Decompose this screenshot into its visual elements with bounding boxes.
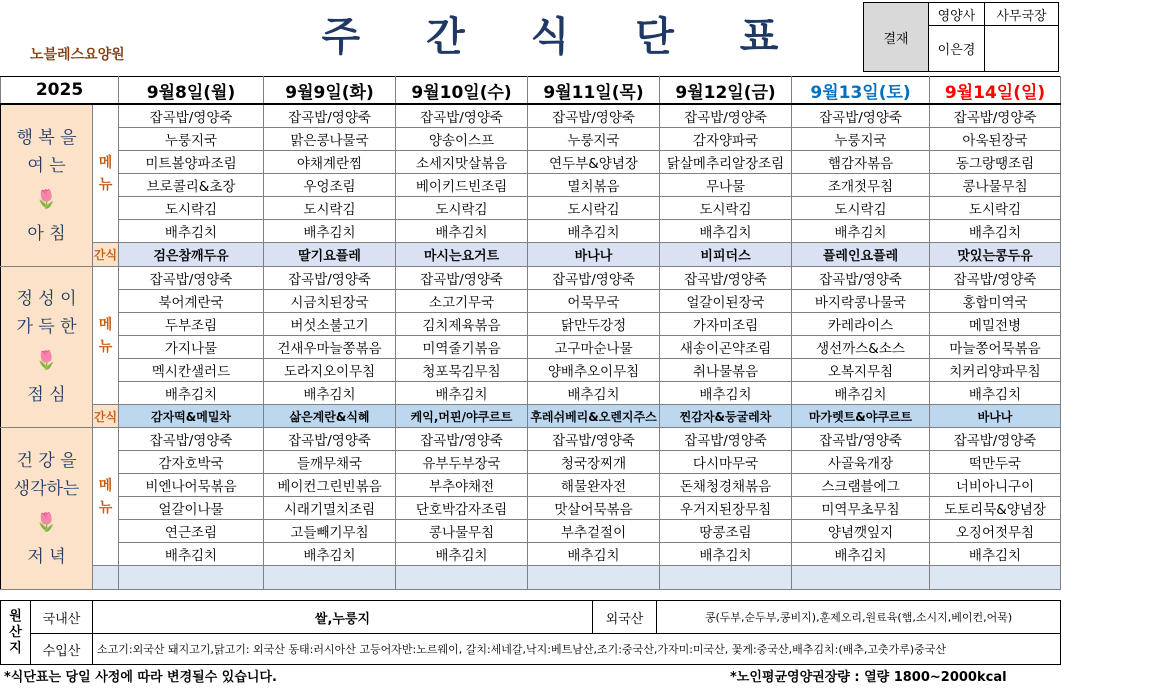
snack-item: 비피더스 <box>660 243 792 267</box>
menu-item: 얼갈이나물 <box>119 497 264 520</box>
menu-item: 양념깻잎지 <box>792 520 930 543</box>
menu-label: 메 뉴 <box>93 104 119 243</box>
meal-label-dinner <box>1 428 93 590</box>
menu-item: 배추김치 <box>660 382 792 405</box>
menu-item: 잡곡밥/영양죽 <box>660 428 792 451</box>
dinner-section <box>1 428 1061 590</box>
menu-item: 잡곡밥/영양죽 <box>528 104 660 128</box>
menu-item: 도시락김 <box>792 197 930 220</box>
menu-item: 멸치볶음 <box>528 174 660 197</box>
menu-item: 야채계란찜 <box>264 151 396 174</box>
snack-row <box>1 405 1061 428</box>
menu-item: 감자양파국 <box>660 128 792 151</box>
blank-cell <box>660 566 792 590</box>
menu-item: 고들빼기무침 <box>264 520 396 543</box>
menu-item: 우엉조림 <box>264 174 396 197</box>
blank-cell <box>930 566 1061 590</box>
tulip-icon: 🌷 <box>35 188 58 210</box>
menu-row <box>1 520 1061 543</box>
menu-item: 바지락콩나물국 <box>792 290 930 313</box>
nutrition-note: *노인평균영양권장량 : 열량 1800~2000kcal <box>730 670 1007 685</box>
approval-label: 결재 <box>864 3 929 72</box>
meal-name: 점 심 <box>27 385 66 405</box>
domestic-value: 쌀,누룽지 <box>93 601 593 634</box>
menu-item: 배추김치 <box>396 543 528 566</box>
menu-item: 양배추오이무침 <box>528 359 660 382</box>
menu-item: 잡곡밥/영양죽 <box>119 267 264 290</box>
snack-item: 맛있는콩두유 <box>930 243 1061 267</box>
meal-label-lunch <box>1 267 93 428</box>
menu-item: 시래기멸치조림 <box>264 497 396 520</box>
foreign-label: 외국산 <box>593 601 657 634</box>
menu-item: 김치제육볶음 <box>396 313 528 336</box>
menu-item: 떡만두국 <box>930 451 1061 474</box>
meal-slogan-line1: 행 복 을 <box>16 127 77 148</box>
menu-item: 잡곡밥/영양죽 <box>119 428 264 451</box>
menu-item: 가자미조림 <box>660 313 792 336</box>
menu-item: 생선까스&소스 <box>792 336 930 359</box>
facility-name: 노블레스요양원 <box>30 47 125 63</box>
menu-item: 무나물 <box>660 174 792 197</box>
snack-label: 간식 <box>93 243 119 267</box>
menu-item: 유부두부장국 <box>396 451 528 474</box>
menu-item: 부추겉절이 <box>528 520 660 543</box>
menu-item: 미역무초무침 <box>792 497 930 520</box>
menu-row <box>1 543 1061 566</box>
snack-item: 검은참깨두유 <box>119 243 264 267</box>
menu-item: 햄감자볶음 <box>792 151 930 174</box>
snack-item: 후레쉬베리&오렌지주스 <box>528 405 660 428</box>
menu-item: 잡곡밥/영양죽 <box>660 267 792 290</box>
menu-item: 맛살어묵볶음 <box>528 497 660 520</box>
tulip-icon: 🌷 <box>35 511 58 533</box>
menu-item: 홍합미역국 <box>930 290 1061 313</box>
meal-slogan-line2: 생각하는 <box>13 478 80 499</box>
menu-label: 메 뉴 <box>93 267 119 405</box>
menu-item: 닭만두강정 <box>528 313 660 336</box>
menu-item: 도시락김 <box>930 197 1061 220</box>
menu-item: 배추김치 <box>792 382 930 405</box>
day-header-sunday: 9월14일(일) <box>930 77 1061 105</box>
tulip-icon: 🌷 <box>35 350 58 371</box>
import-value: 소고기:외국산 돼지고기,닭고기: 외국산 동태:러시아산 고등어자반:노르웨이, 갈치:세네갈,낙지:베트남산,조기:중국산,가자미:미국산, 꽃게:중국산,배추김치:(배추,고춧가루)중국산 <box>93 634 1061 665</box>
blank-cell <box>264 566 396 590</box>
menu-item: 도시락김 <box>528 197 660 220</box>
menu-item: 잡곡밥/영양죽 <box>264 267 396 290</box>
snack-label: 간식 <box>93 405 119 428</box>
menu-item: 미트볼양파조림 <box>119 151 264 174</box>
meal-slogan-line2: 가 득 한 <box>16 317 77 337</box>
snack-row <box>1 243 1061 267</box>
menu-item: 잡곡밥/영양죽 <box>396 428 528 451</box>
menu-item: 도토리묵&양념장 <box>930 497 1061 520</box>
menu-row <box>1 290 1061 313</box>
approval-box <box>863 2 1059 72</box>
page-title: 주 간 식 단 표 <box>321 13 805 60</box>
menu-item: 해물완자전 <box>528 474 660 497</box>
menu-item: 조개젓무침 <box>792 174 930 197</box>
day-header: 9월8일(월) <box>119 77 264 105</box>
menu-row <box>1 220 1061 243</box>
menu-item: 메밀전병 <box>930 313 1061 336</box>
lunch-section <box>1 267 1061 428</box>
import-label: 수입산 <box>31 634 93 665</box>
menu-item: 연근조림 <box>119 520 264 543</box>
menu-item: 두부조림 <box>119 313 264 336</box>
menu-item: 도시락김 <box>264 197 396 220</box>
menu-item: 잡곡밥/영양죽 <box>792 104 930 128</box>
menu-item: 북어계란국 <box>119 290 264 313</box>
snack-item: 마가렛트&야쿠르트 <box>792 405 930 428</box>
menu-item: 멕시칸샐러드 <box>119 359 264 382</box>
meal-name: 아 침 <box>27 223 66 244</box>
meal-slogan-line1: 건 강 을 <box>16 450 77 471</box>
menu-item: 배추김치 <box>396 382 528 405</box>
menu-item: 브로콜리&초장 <box>119 174 264 197</box>
menu-item: 배추김치 <box>264 543 396 566</box>
menu-item: 소세지맛살볶음 <box>396 151 528 174</box>
menu-item: 배추김치 <box>528 382 660 405</box>
menu-item: 배추김치 <box>792 543 930 566</box>
menu-row <box>1 428 1061 451</box>
menu-item: 건새우마늘쫑볶음 <box>264 336 396 359</box>
year-cell: 2025 <box>1 77 119 105</box>
menu-item: 배추김치 <box>930 382 1061 405</box>
menu-item: 얼갈이된장국 <box>660 290 792 313</box>
day-header: 9월9일(화) <box>264 77 396 105</box>
menu-row <box>1 497 1061 520</box>
weekly-menu-table <box>0 76 1061 590</box>
menu-item: 누룽지국 <box>792 128 930 151</box>
approval-signature-nutritionist: 이은경 <box>929 26 985 72</box>
blank-cell <box>93 566 119 590</box>
menu-row <box>1 197 1061 220</box>
approval-signature-manager <box>984 26 1058 72</box>
menu-row <box>1 451 1061 474</box>
blank-cell <box>792 566 930 590</box>
blank-row <box>1 566 1061 590</box>
origin-table <box>0 600 1061 665</box>
menu-item: 취나물볶음 <box>660 359 792 382</box>
menu-item: 닭살메추리알장조림 <box>660 151 792 174</box>
snack-item: 딸기요플레 <box>264 243 396 267</box>
menu-item: 고구마순나물 <box>528 336 660 359</box>
menu-item: 땅콩조림 <box>660 520 792 543</box>
menu-item: 배추김치 <box>930 543 1061 566</box>
menu-item: 배추김치 <box>119 543 264 566</box>
meal-slogan-line2: 여 는 <box>27 155 66 176</box>
menu-item: 카레라이스 <box>792 313 930 336</box>
menu-row <box>1 104 1061 128</box>
menu-row <box>1 382 1061 405</box>
menu-item: 도시락김 <box>660 197 792 220</box>
menu-item: 배추김치 <box>792 220 930 243</box>
domestic-label: 국내산 <box>31 601 93 634</box>
menu-row <box>1 359 1061 382</box>
snack-item: 바나나 <box>528 243 660 267</box>
menu-item: 콩나물무침 <box>930 174 1061 197</box>
menu-row <box>1 174 1061 197</box>
menu-item: 잡곡밥/영양죽 <box>119 104 264 128</box>
menu-item: 잡곡밥/영양죽 <box>930 267 1061 290</box>
menu-item: 청국장찌개 <box>528 451 660 474</box>
blank-cell <box>119 566 264 590</box>
meal-name: 저 녁 <box>27 546 66 567</box>
menu-item: 동그랑땡조림 <box>930 151 1061 174</box>
blank-cell <box>396 566 528 590</box>
snack-item: 마시는요거트 <box>396 243 528 267</box>
menu-item: 누룽지국 <box>528 128 660 151</box>
blank-cell <box>528 566 660 590</box>
menu-item: 미역줄기볶음 <box>396 336 528 359</box>
snack-item: 삶은계란&식혜 <box>264 405 396 428</box>
approval-role-manager: 사무국장 <box>984 3 1058 26</box>
menu-item: 누룽지국 <box>119 128 264 151</box>
menu-item: 잡곡밥/영양죽 <box>396 267 528 290</box>
menu-item: 배추김치 <box>119 220 264 243</box>
menu-item: 잡곡밥/영양죽 <box>528 267 660 290</box>
menu-row <box>1 313 1061 336</box>
menu-row <box>1 151 1061 174</box>
foreign-value: 콩(두부,순두부,콩비지),훈제오리,원료육(햄,소시지,베이컨,어묵) <box>657 601 1061 634</box>
menu-item: 도라지오이무침 <box>264 359 396 382</box>
menu-item: 아욱된장국 <box>930 128 1061 151</box>
menu-row <box>1 267 1061 290</box>
menu-row <box>1 474 1061 497</box>
menu-item: 연두부&양념장 <box>528 151 660 174</box>
menu-item: 돈채청경채볶음 <box>660 474 792 497</box>
menu-item: 부추야채전 <box>396 474 528 497</box>
menu-item: 도시락김 <box>119 197 264 220</box>
menu-item: 스크램블에그 <box>792 474 930 497</box>
menu-item: 맑은콩나물국 <box>264 128 396 151</box>
menu-item: 청포묵김무침 <box>396 359 528 382</box>
day-header-row <box>1 77 1061 105</box>
breakfast-section <box>1 104 1061 267</box>
menu-item: 콩나물무침 <box>396 520 528 543</box>
menu-item: 버섯소불고기 <box>264 313 396 336</box>
meal-slogan-line1: 정 성 이 <box>16 289 77 309</box>
menu-item: 잡곡밥/영양죽 <box>660 104 792 128</box>
day-header-saturday: 9월13일(토) <box>792 77 930 105</box>
menu-item: 배추김치 <box>660 543 792 566</box>
menu-item: 잡곡밥/영양죽 <box>792 267 930 290</box>
approval-role-nutritionist: 영양사 <box>929 3 985 26</box>
menu-row <box>1 128 1061 151</box>
menu-item: 들깨무채국 <box>264 451 396 474</box>
menu-item: 잡곡밥/영양죽 <box>528 428 660 451</box>
day-header: 9월12일(금) <box>660 77 792 105</box>
menu-item: 잡곡밥/영양죽 <box>396 104 528 128</box>
menu-item: 배추김치 <box>930 220 1061 243</box>
menu-item: 배추김치 <box>264 220 396 243</box>
menu-item: 너비아니구이 <box>930 474 1061 497</box>
origin-label: 원산지 <box>1 601 31 665</box>
menu-item: 베이키드빈조림 <box>396 174 528 197</box>
menu-change-note: *식단표는 당일 사정에 따라 변경될수 있습니다. <box>4 670 277 685</box>
day-header: 9월10일(수) <box>396 77 528 105</box>
menu-item: 잡곡밥/영양죽 <box>930 104 1061 128</box>
menu-item: 베이컨그린빈볶음 <box>264 474 396 497</box>
menu-item: 배추김치 <box>660 220 792 243</box>
menu-item: 배추김치 <box>528 220 660 243</box>
menu-item: 배추김치 <box>396 220 528 243</box>
snack-item: 플레인요플레 <box>792 243 930 267</box>
menu-item: 배추김치 <box>264 382 396 405</box>
snack-item: 바나나 <box>930 405 1061 428</box>
menu-item: 새송이곤약조림 <box>660 336 792 359</box>
menu-item: 어묵무국 <box>528 290 660 313</box>
menu-item: 잡곡밥/영양죽 <box>792 428 930 451</box>
menu-row <box>1 336 1061 359</box>
menu-item: 오복지무침 <box>792 359 930 382</box>
menu-item: 비엔나어묵볶음 <box>119 474 264 497</box>
snack-item: 감자떡&메밀차 <box>119 405 264 428</box>
menu-item: 배추김치 <box>119 382 264 405</box>
menu-item: 잡곡밥/영양죽 <box>264 428 396 451</box>
meal-label-breakfast <box>1 104 93 267</box>
menu-item: 소고기무국 <box>396 290 528 313</box>
snack-item: 찐감자&둥굴레차 <box>660 405 792 428</box>
menu-item: 잡곡밥/영양죽 <box>930 428 1061 451</box>
menu-item: 시금치된장국 <box>264 290 396 313</box>
menu-item: 도시락김 <box>396 197 528 220</box>
menu-item: 사골육개장 <box>792 451 930 474</box>
menu-item: 다시마무국 <box>660 451 792 474</box>
menu-item: 단호박감자조림 <box>396 497 528 520</box>
menu-item: 마늘쫑어묵볶음 <box>930 336 1061 359</box>
menu-item: 양송이스프 <box>396 128 528 151</box>
menu-item: 오징어젓무침 <box>930 520 1061 543</box>
menu-item: 잡곡밥/영양죽 <box>264 104 396 128</box>
snack-item: 케익,머핀/야쿠르트 <box>396 405 528 428</box>
menu-item: 배추김치 <box>528 543 660 566</box>
menu-label: 메 뉴 <box>93 428 119 566</box>
menu-item: 치커리양파무침 <box>930 359 1061 382</box>
day-header: 9월11일(목) <box>528 77 660 105</box>
menu-item: 감자호박국 <box>119 451 264 474</box>
menu-item: 우거지된장무침 <box>660 497 792 520</box>
menu-item: 가지나물 <box>119 336 264 359</box>
